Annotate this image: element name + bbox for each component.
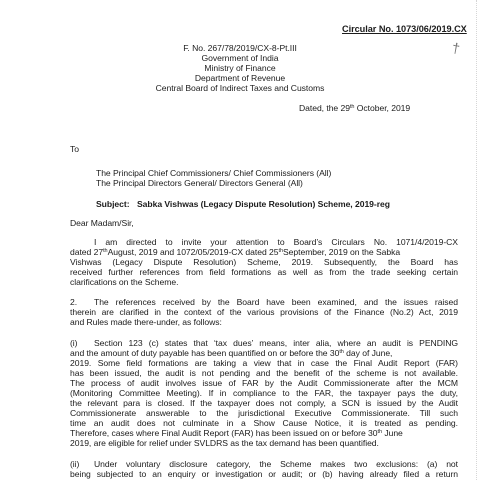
item-i-line: (Monitoring Committee Meeting). If in compliance to the FAR, the taxpayer pays the duty,: [70, 388, 458, 398]
item-i-number: (i): [70, 338, 78, 348]
subject-label: Subject:: [96, 199, 130, 209]
margin-mark: †: [450, 39, 462, 57]
para2-number: 2.: [70, 297, 78, 307]
to-label: To: [70, 144, 79, 154]
para1-line: clarifications on the Scheme.: [70, 277, 179, 287]
item-i-line: time an audit does not culminate in a Show Cause Notice, it is treated as pending.: [70, 418, 458, 428]
item-i-line: 2019. Some field formations are taking a view that in case the Final Audit Report (FAR): [70, 358, 458, 368]
department-line: Department of Revenue: [194, 73, 286, 83]
item-ii-line: being subjected to an enquiry or investigation or audit; or (b) having already filed a return: [70, 469, 458, 479]
board-line: Central Board of Indirect Taxes and Customs: [155, 83, 325, 93]
salutation: Dear Madam/Sir,: [70, 218, 134, 228]
item-i-line: the relevant para is closed. If the taxpayer does not comply, a SCN is issued by the Audit: [70, 398, 458, 408]
government-line: Government of India: [201, 53, 279, 63]
item-i-line: Therefore, cases where Final Audit Report (FAR) has been issued on or before 30th June: [70, 428, 403, 438]
subject-text: Sabka Vishwas (Legacy Dispute Resolution) Scheme, 2019-reg: [137, 199, 390, 209]
para1-line: I am directed to invite your attention to Board’s Circulars No. 1071/4/2019-CX: [94, 237, 458, 247]
file-number: F. No. 267/78/2019/CX-8-Pt.III: [183, 43, 297, 53]
para1-line: dated 27thAugust, 2019 and 1072/05/2019-CX dated 25thSeptember, 2019 on the Sabka: [70, 247, 401, 257]
item-i-line: has been issued, the audit is not pending and the benefit of the scheme is not available.: [70, 368, 458, 378]
item-i-line: and the amount of duty payable has been quantified on or before the 30th day of June,: [70, 348, 393, 358]
para1-line: Vishwas (Legacy Dispute Resolution) Scheme, 2019. Subsequently, the Board has: [70, 257, 458, 267]
item-i-line: 2019, are eligible for relief under SVLDRS as the tax demand has been quantified.: [70, 438, 379, 448]
para2-line: therein are clarified in the context of the various provisions of the Finance (No.2) Act, 2019: [70, 307, 458, 317]
circular-number: Circular No. 1073/06/2019.CX: [342, 24, 467, 34]
recipient-line: The Principal Directors General/ Directors General (All): [96, 178, 303, 188]
recipient-line: The Principal Chief Commissioners/ Chief Commissioners (All): [96, 168, 332, 178]
item-i-line: The process of audit involves issue of FAR by the Audit Commissionerate after the MCM: [70, 378, 458, 388]
item-ii-number: (ii): [70, 459, 80, 469]
para1-line: received further references from field formations as well as from the trade seeking certain: [70, 267, 458, 277]
para2-line: and Rules made there-under, as follows:: [70, 317, 222, 327]
date-line: Dated, the 29th October, 2019: [299, 103, 411, 113]
item-ii-line: Under voluntary disclosure category, the Scheme makes two exclusions: (a) not: [94, 459, 458, 469]
item-i-line: Commissionerate answerable to the jurisdictional Executive Commissionerate. Till such: [70, 408, 458, 418]
para2-line: The references received by the Board have been examined, and the issues raised: [94, 297, 458, 307]
item-i-line: Section 123 (c) states that ‘tax dues’ means, inter alia, where an audit is PENDING: [94, 338, 458, 348]
ministry-line: Ministry of Finance: [204, 63, 276, 73]
